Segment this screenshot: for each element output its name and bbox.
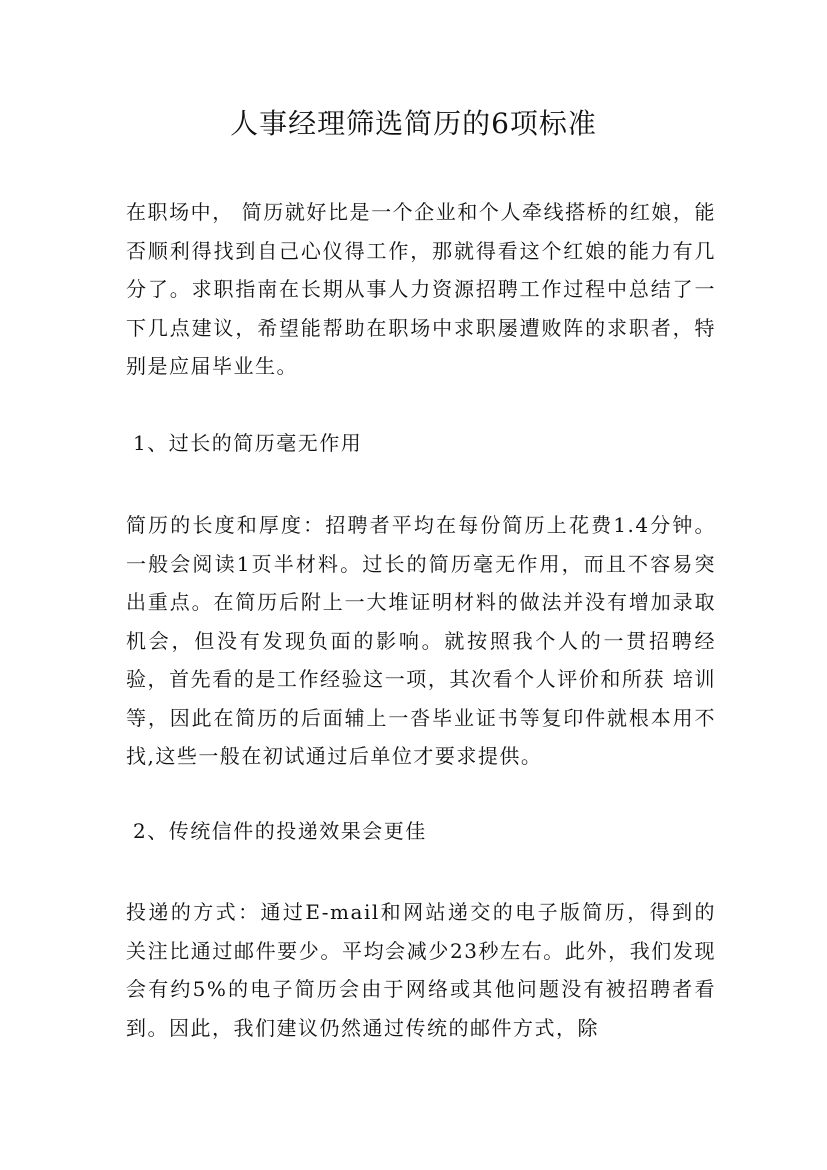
section-2-heading: 2、传统信件的投递效果会更佳 xyxy=(133,819,427,843)
section-2-body: 投递的方式：通过E-mail和网站递交的电子版简历，得到的关注比通过邮件要少。平均会减少23秒左右。此外，我们发现会有约5%的电子简历会由于网络或其他问题没有被招聘者看到。因此，我们建议仍然通过传统的邮件方式，除 xyxy=(126,900,716,1040)
intro-paragraph: 在职场中， 简历就好比是一个企业和个人牵线搭桥的红娘，能否顺利得找到自己心仪得工作，那就得看这个红娘的能力有几分了。求职指南在长期从事人力资源招聘工作过程中总结了一下几点建议，希望能帮助在职场中求职屡遭败阵的求职者，特别是应届毕业生。 xyxy=(126,200,716,378)
document-title: 人事经理筛选简历的6项标准 xyxy=(230,107,597,140)
section-1-body: 简历的长度和厚度：招聘者平均在每份简历上花费1.4分钟。一般会阅读1页半材料。过长的简历毫无作用，而且不容易突出重点。在简历后附上一大堆证明材料的做法并没有增加录取机会，但没有发现负面的影响。就按照我个人的一贯招聘经验，首先看的是工作经验这一项，其次看个人评价和所获 培训 等，因此在简历的后面辅上一沓毕业证书等复印件就根本用不找,这些一般在初试通过后单位才要求提供。 xyxy=(126,513,716,768)
section-1-heading: 1、过长的简历毫无作用 xyxy=(133,431,363,455)
